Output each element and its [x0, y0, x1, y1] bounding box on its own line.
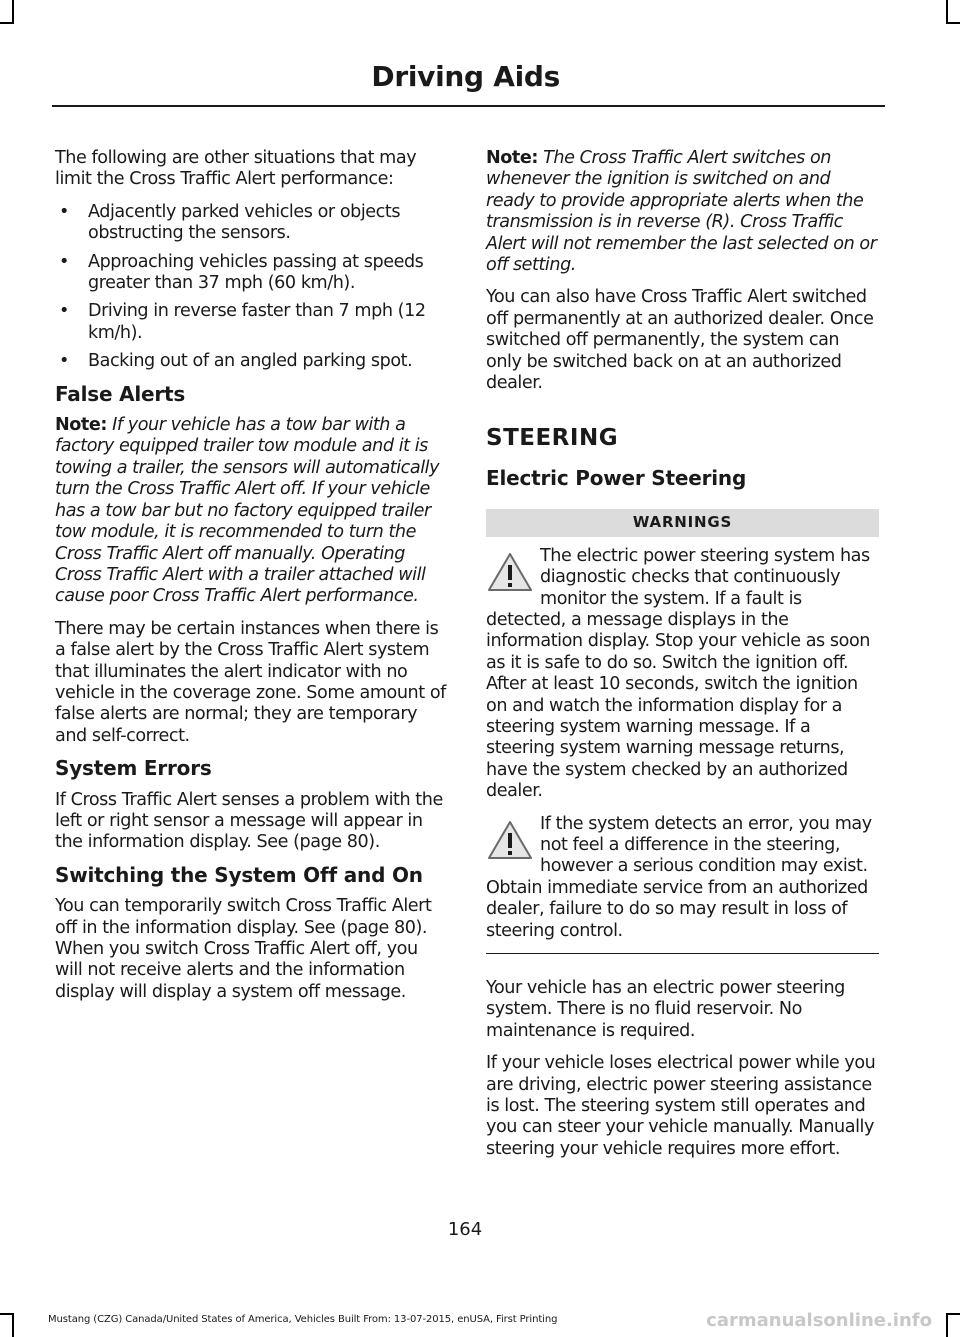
- note-text: If your vehicle has a tow bar with a factory equipped trailer tow module and it is towing a trailer, the sensors will automatically turn the Cross Traffic Alert off. If your vehicle has a tow bar but no factory equipped trailer tow module, it is recommended to turn the Cross Traffic Alert off manually. Operating Cross Traffic Alert with a trailer attached will cause poor Cross Traffic Alert performance.: [55, 415, 440, 607]
- list-item: • Backing out of an angled parking spot.: [55, 351, 448, 372]
- cross-traffic-note: [486, 148, 879, 276]
- warning-text: If the system detects an error, you may not feel a difference in the steering, however a serious condition may exist. Obtain immediate service from an authorized dealer, failure to do so may result in loss of steering control.: [486, 813, 872, 941]
- warnings-end-rule: [486, 953, 879, 954]
- false-alerts-body: There may be certain instances when there is a false alert by the Cross Traffic Alert system that illuminates the alert indicator with no vehicle in the coverage zone. Some amount of false alerts are normal; they are temporary and self-correct.: [55, 618, 446, 746]
- intro-paragraph: The following are other situations that may limit the Cross Traffic Alert performance:: [55, 148, 417, 190]
- warning-item: [486, 546, 879, 803]
- system-errors-heading: System Errors: [55, 756, 212, 781]
- footer-text: Mustang (CZG) Canada/United States of America, Vehicles Built From: 13-07-2015, enUSA, First Printing: [48, 1314, 558, 1325]
- page-title: Driving Aids: [371, 60, 560, 93]
- crop-mark: [0, 1313, 14, 1315]
- crop-mark: [12, 1313, 14, 1337]
- note-label: Note:: [55, 415, 107, 436]
- warning-triangle-icon: [486, 818, 534, 862]
- list-item: • Driving in reverse faster than 7 mph (12 km/h).: [55, 301, 448, 344]
- limitations-list: [55, 202, 448, 373]
- power-loss-paragraph: If your vehicle loses electrical power while you are driving, electric power steering assistance is lost. The steering system still operates and you can steer your vehicle manually. Manually steering your vehicle requires more effort.: [486, 1053, 876, 1159]
- list-item: • Approaching vehicles passing at speeds greater than 37 mph (60 km/h).: [55, 252, 448, 295]
- false-alerts-heading: False Alerts: [55, 381, 186, 406]
- page-number: 164: [447, 1219, 483, 1240]
- header-rule: [52, 105, 885, 107]
- right-column: [486, 148, 879, 1171]
- steering-heading: STEERING: [486, 425, 619, 452]
- note-label: Note:: [486, 148, 538, 168]
- left-column: [55, 148, 448, 1014]
- warnings-header: WARNINGS: [486, 509, 879, 536]
- note-text: The Cross Traffic Alert switches on whenever the ignition is switched on and ready to provide appropriate alerts when the transmission is in reverse (R). Cross Traffic Alert will not remember the last selected on or off setting.: [486, 148, 877, 276]
- switching-heading: Switching the System Off and On: [55, 862, 423, 887]
- list-item: • Adjacently parked vehicles or objects obstructing the sensors.: [55, 202, 448, 245]
- crop-mark: [946, 22, 960, 24]
- crop-mark: [946, 0, 948, 24]
- crop-mark: [12, 0, 14, 24]
- crop-mark: [0, 22, 14, 24]
- warning-text: The electric power steering system has diagnostic checks that continuously monitor the system. If a fault is detected, a message displays in the information display. Stop your vehicle as soon as it is safe to do so. Switch the ignition off. After at least 10 seconds, switch the ignition on and watch the information display for a steering system warning message. If a steering system warning message returns, have the system checked by an authorized dealer.: [486, 545, 870, 802]
- crop-mark: [946, 1313, 948, 1337]
- switching-body: You can temporarily switch Cross Traffic Alert off in the information display. See (page 80). When you switch Cross Traffic Alert off, you will not receive alerts and the information display will display a system off message.: [55, 896, 432, 1002]
- electric-power-steering-heading: Electric Power Steering: [486, 465, 747, 490]
- dealer-paragraph: You can also have Cross Traffic Alert switched off permanently at an authorized dealer. Once switched off permanently, the system can only be switched back on at an authorized dealer.: [486, 287, 874, 394]
- system-errors-body: If Cross Traffic Alert senses a problem with the left or right sensor a message will appear in the information display. See (page 80).: [55, 789, 443, 853]
- warning-triangle-icon: [486, 550, 534, 594]
- crop-mark: [946, 1313, 960, 1315]
- watermark: carmanualsonline.info: [706, 1310, 932, 1331]
- warning-item: [486, 814, 879, 942]
- power-steering-paragraph: Your vehicle has an electric power steering system. There is no fluid reservoir. No maintenance is required.: [486, 978, 845, 1041]
- false-alerts-note: [55, 415, 448, 608]
